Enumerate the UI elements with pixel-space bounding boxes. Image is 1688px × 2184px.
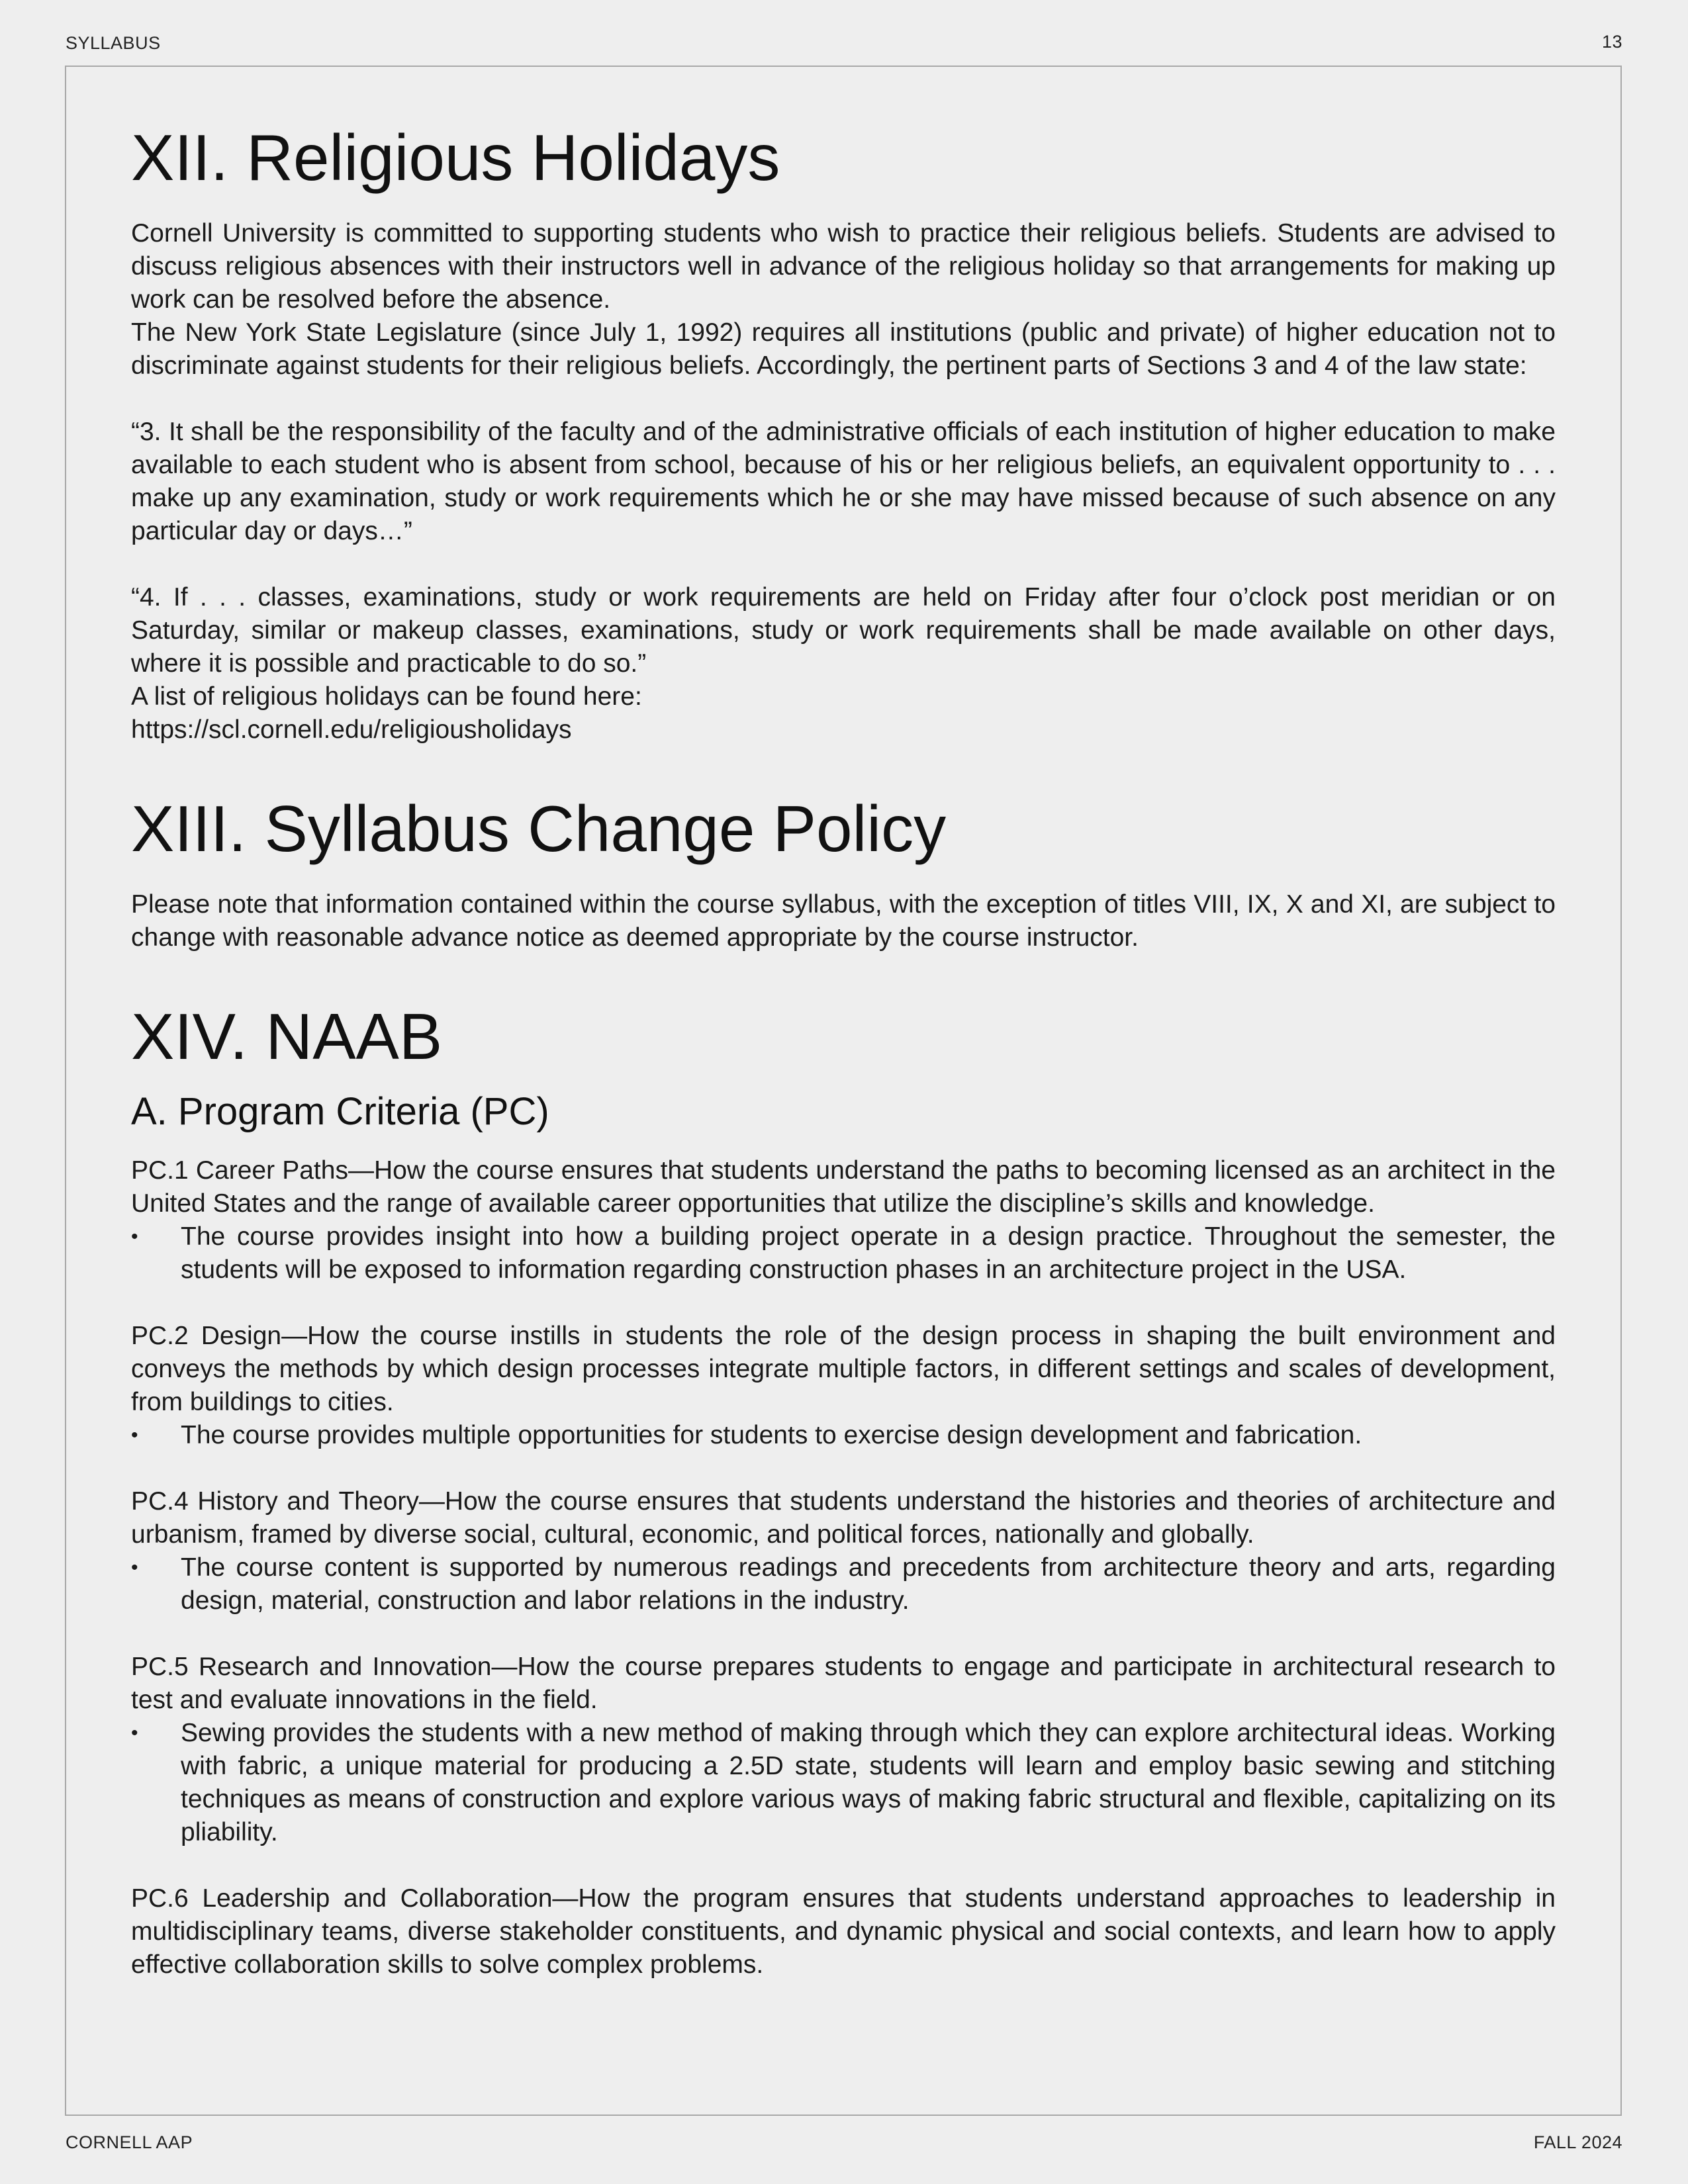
pc5-bullet-text: Sewing provides the students with a new method of making through which they can explore architectural ideas. Working with fabric, a unique material for producing a 2.5D state, students will learn and employ basic sewing and stitching techniques as means of construction and explore various ways of making fabric structural and flexible, capitalizing on its pliability. (181, 1719, 1556, 1846)
bullet-icon: • (131, 1722, 138, 1744)
pc1-bullet (131, 1220, 1556, 1287)
pc1-bullet-text: The course provides insight into how a building project operate in a design practice. Throughout the semester, the students will be exposed to information regarding construction phases in an architecture project in the USA. (181, 1222, 1556, 1284)
page-content (131, 118, 1556, 1981)
bullet-icon: • (131, 1424, 138, 1446)
religious-paragraph-2: The New York State Legislature (since July 1, 1992) requires all institutions (public and private) of higher education not to discriminate against students for their religious beliefs. Accordingly, the pertinent parts of Sections 3 and 4 of the law state: (131, 318, 1556, 380)
religious-quote-3: “3. It shall be the responsibility of the faculty and of the administrative officials of each institution of higher education to make available to each student who is absent from school, because of his or her religious beliefs, an equivalent opportunity to . . . make up any examination, study or work requirements which he or she may have missed because of such absence on any particular day or days…” (131, 418, 1556, 545)
pc1-text: PC.1 Career Paths—How the course ensures that students understand the paths to becoming licensed as an architect in the United States and the range of available career opportunities that utilize the discipline’s skills and knowledge. (131, 1156, 1556, 1218)
pc4-bullet (131, 1551, 1556, 1617)
religious-list-intro: A list of religious holidays can be found here: (131, 682, 642, 711)
pc2-bullet (131, 1419, 1556, 1452)
subsection-title-program-criteria: A. Program Criteria (PC) (131, 1090, 549, 1133)
religious-holidays-link[interactable]: https://scl.cornell.edu/religiousholidays (131, 715, 572, 744)
pc6-text: PC.6 Leadership and Collaboration—How the program ensures that students understand approaches to leadership in multidisciplinary teams, diverse stakeholder constituents, and dynamic physical and social contexts, and learn how to apply effective collaboration skills to solve complex problems. (131, 1884, 1556, 1979)
religious-quote-4: “4. If . . . classes, examinations, study or work requirements are held on Friday after four o’clock post meridian or on Saturday, similar or makeup classes, examinations, study or work requirements shall be made available on other days, where it is possible and practicable to do so.” (131, 583, 1556, 678)
section-title-syllabus-change: XIII. Syllabus Change Policy (131, 792, 947, 865)
religious-paragraph-1: Cornell University is committed to supporting students who wish to practice their religious beliefs. Students are advised to discuss religious absences with their instructors well in advance of the religious holiday so that arrangements for making up work can be resolved before the absence. (131, 219, 1556, 314)
running-footer-left: CORNELL AAP (66, 2132, 193, 2152)
section-title-naab: XIV. NAAB (131, 1000, 443, 1073)
pc4-text: PC.4 History and Theory—How the course ensures that students understand the histories and theories of architecture and urbanism, framed by diverse social, cultural, economic, and political forces, nationally and globally. (131, 1487, 1556, 1549)
change-policy-paragraph: Please note that information contained within the course syllabus, with the exception of titles VIII, IX, X and XI, are subject to change with reasonable advance notice as deemed appropriate by the course instructor. (131, 890, 1556, 952)
page-number: 13 (1601, 32, 1622, 52)
pc5-text: PC.5 Research and Innovation—How the course prepares students to engage and participate in architectural research to test and evaluate innovations in the field. (131, 1653, 1556, 1714)
section-title-religious-holidays: XII. Religious Holidays (131, 121, 780, 194)
running-header-left: SYLLABUS (66, 33, 161, 53)
running-footer-right: FALL 2024 (1533, 2132, 1622, 2152)
pc2-bullet-text: The course provides multiple opportunities for students to exercise design development and fabrication. (181, 1421, 1362, 1449)
pc2-text: PC.2 Design—How the course instills in students the role of the design process in shaping the built environment and conveys the methods by which design processes integrate multiple factors, in different settings and scales of development, from buildings to cities. (131, 1322, 1556, 1416)
pc5-bullet (131, 1717, 1556, 1849)
bullet-icon: • (131, 1226, 138, 1248)
bullet-icon: • (131, 1557, 138, 1578)
pc4-bullet-text: The course content is supported by numerous readings and precedents from architecture theory and arts, regarding design, material, construction and labor relations in the industry. (181, 1553, 1556, 1615)
